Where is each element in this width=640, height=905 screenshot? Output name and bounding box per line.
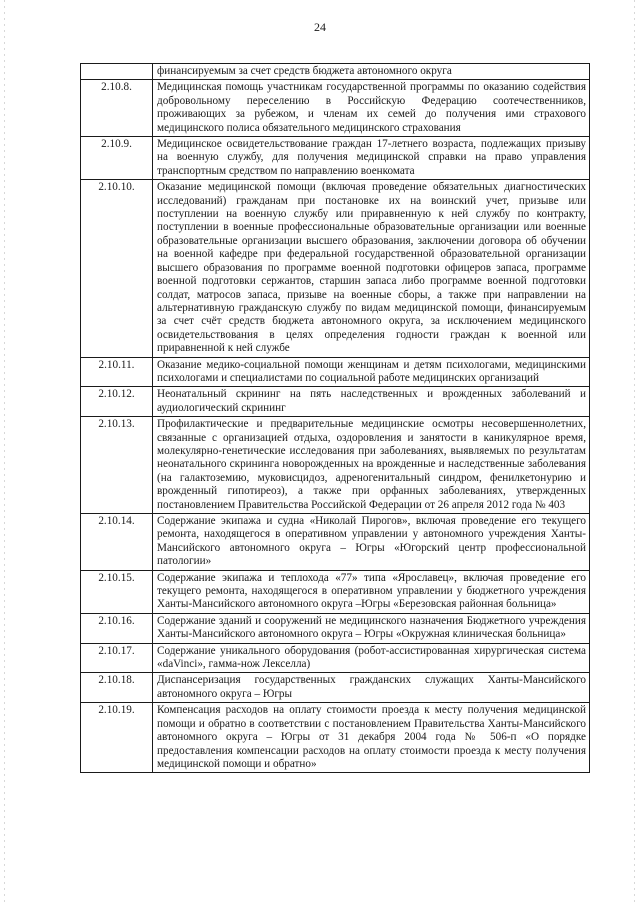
row-number: 2.10.11. xyxy=(81,357,153,387)
document-table xyxy=(80,63,590,773)
row-text: Содержание экипажа и судна «Николай Пирогов», включая проведение его текущего ремонта, находящегося в оперативном управлении у автономного учреждения Ханты-Мансийского автономного округа – Югры «Югорский центр профессиональной патологии» xyxy=(153,514,590,571)
row-number xyxy=(81,64,153,80)
row-number: 2.10.12. xyxy=(81,387,153,417)
row-text: Медицинское освидетельствование граждан 17-летнего возраста, подлежащих призыву на военную службу, для получения медицинской справки на право управления транспортным средством по направлению военкомата xyxy=(153,137,590,180)
table-row xyxy=(81,357,590,387)
row-number: 2.10.8. xyxy=(81,80,153,137)
row-text: Неонатальный скрининг на пять наследственных и врожденных заболеваний и аудиологический скрининг xyxy=(153,387,590,417)
table-row xyxy=(81,613,590,643)
table-row xyxy=(81,387,590,417)
row-text: финансируемым за счет средств бюджета автономного округа xyxy=(153,64,590,80)
row-number: 2.10.16. xyxy=(81,613,153,643)
table-row xyxy=(81,514,590,571)
row-number: 2.10.10. xyxy=(81,180,153,357)
table-row xyxy=(81,64,590,80)
row-text: Диспансеризация государственных гражданских служащих Ханты-Мансийского автономного округа – Югры xyxy=(153,673,590,703)
row-text: Компенсация расходов на оплату стоимости проезда к месту получения медицинской помощи и обратно в соответствии с постановлением Правительства Ханты-Мансийского автономного округа – Югры от 31 декабря 2004 года № 506-п «О порядке предоставления компенсации расходов на оплату стоимости проезда к месту получения медицинской помощи и обратно» xyxy=(153,703,590,773)
row-text: Оказание медико-социальной помощи женщинам и детям психологами, медицинскими психологами и специалистами по социальной работе медицинских организаций xyxy=(153,357,590,387)
table-row xyxy=(81,180,590,357)
page-number: 24 xyxy=(314,20,326,34)
row-number: 2.10.13. xyxy=(81,417,153,514)
row-text: Содержание экипажа и теплохода «77» типа «Ярославец», включая проведение его текущего ремонта, находящегося в оперативном управлении у бюджетного учреждения Ханты-Мансийского автономного округа –Югры «Березовская районная больница» xyxy=(153,570,590,613)
row-text: Содержание зданий и сооружений не медицинского назначения Бюджетного учреждения Ханты-Мансийского автономного округа – Югры «Окружная клиническая больница» xyxy=(153,613,590,643)
table-row xyxy=(81,570,590,613)
row-text: Медицинская помощь участникам государственной программы по оказанию содействия добровольному переселению в Российскую Федерацию соотечественников, проживающих за рубежом, и членам их семей до получения ими страхового медицинского полиса обязательного медицинского страхования xyxy=(153,80,590,137)
row-number: 2.10.15. xyxy=(81,570,153,613)
row-text: Профилактические и предварительные медицинские осмотры несовершеннолетних, связанные с организацией отдыха, оздоровления и занятости в каникулярное время, молекулярно-генетические исследования при заболеваниях, выявляемых по результатам неонатального скрининга новорожденных на врожденные и наследственные заболевания (на галактоземию, муковисцидоз, адреногенитальный синдром, фенилкетонурию и врожденный гипотиреоз), а также при орфанных заболеваниях, утвержденных постановлением Правительства Российской Федерации от 26 апреля 2012 года № 403 xyxy=(153,417,590,514)
table-row xyxy=(81,137,590,180)
row-number: 2.10.14. xyxy=(81,514,153,571)
table-row xyxy=(81,703,590,773)
table-row xyxy=(81,673,590,703)
row-text: Содержание уникального оборудования (робот-ассистированная хирургическая система «daVinci», гамма-нож Лекселла) xyxy=(153,643,590,673)
table-row xyxy=(81,80,590,137)
row-number: 2.10.9. xyxy=(81,137,153,180)
row-number: 2.10.19. xyxy=(81,703,153,773)
table-row xyxy=(81,417,590,514)
row-number: 2.10.17. xyxy=(81,643,153,673)
scan-edge-right xyxy=(634,0,635,905)
row-text: Оказание медицинской помощи (включая проведение обязательных диагностических исследований) гражданам при постановке их на воинский учет, призыве или поступлении на военную службу или приравненную к ней службу по контракту, поступлении в военные профессиональные образовательные организации или военные образовательные организации высшего образования, заключении договора об обучении на военной кафедре при федеральной государственной образовательной организации высшего образования по программе военной подготовки офицеров запаса, программе военной подготовки сержантов, старшин запаса либо программе военной подготовки солдат, матросов запаса, призыве на военные сборы, а также при направлении на альтернативную гражданскую службу по видам медицинской помощи, финансируемым за счет счёт средств бюджета автономного округа, за исключением медицинского освидетельствования в целях определения годности граждан к военной или приравненной к ней службе xyxy=(153,180,590,357)
table-row xyxy=(81,643,590,673)
scan-edge-left xyxy=(4,0,5,905)
row-number: 2.10.18. xyxy=(81,673,153,703)
